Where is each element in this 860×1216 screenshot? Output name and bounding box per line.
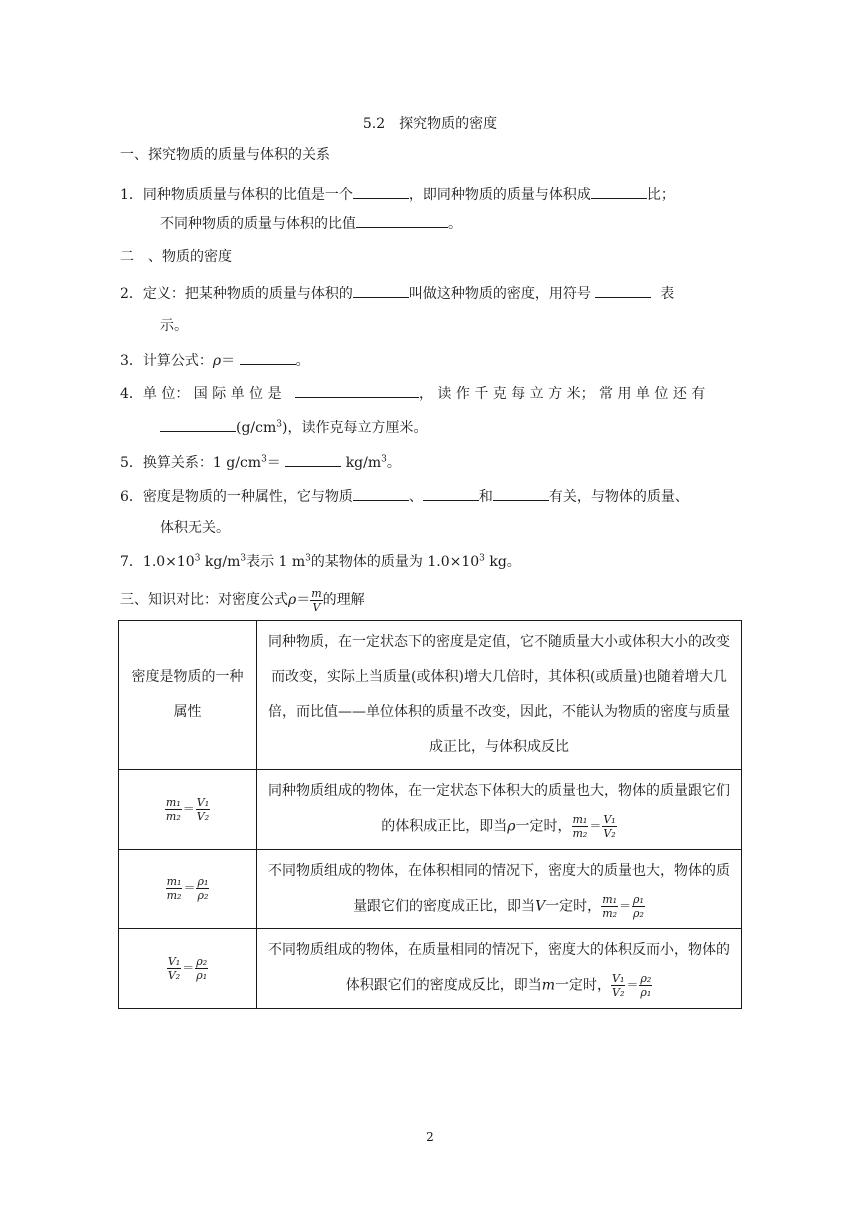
blank-common-unit <box>160 416 236 432</box>
table-row <box>119 770 742 850</box>
table-row <box>119 849 742 929</box>
item2-line1: 2．定义：把某种物质的质量与体积的 叫做这种物质的密度，用符号 表 <box>120 282 740 305</box>
row2-left: $\frac{\text{m₁}}{\text{m₂}}$ ＝ $\frac{\text{V₁}}{\text{V₂}}$ <box>119 770 257 850</box>
blank-factor-3 <box>493 485 549 501</box>
item3: 3．计算公式：ρ＝ 。 <box>120 349 740 372</box>
row4-right: 不同物质组成的物体，在质量相同的情况下，密度大的体积反而小，物体的体积跟它们的密度成反比，即当m一定时， $\frac{\text{V₁}}{\text{V₂}}$ ＝ $\frac{\text{ρ₂}}{\text{ρ₁}}$ <box>257 929 742 1009</box>
item4-line2: $(g/cm^3)$，读作克每立方厘米。 <box>160 416 740 439</box>
blank-factor-2 <box>423 485 479 501</box>
item1-line1: 1．同种物质质量与体积的比值是一个 ，即同种物质的质量与体积成 比； <box>120 183 740 206</box>
comparison-table <box>118 620 742 1009</box>
section2-heading: 二 、物质的密度 <box>120 249 232 265</box>
page-number: 2 <box>426 1130 434 1144</box>
page-title: 5.2 探究物质的密度 <box>362 116 498 132</box>
blank-ratio-constant <box>353 183 409 199</box>
blank-factor-1 <box>353 485 409 501</box>
section1-heading: 一、探究物质的质量与体积的关系 <box>120 147 330 163</box>
blank-ratio-different <box>356 212 448 228</box>
row3-left: $\frac{\text{m₁}}{\text{m₂}}$ ＝ $\frac{\text{ρ₁}}{\text{ρ₂}}$ <box>119 849 257 929</box>
blank-si-unit <box>295 382 419 398</box>
blank-proportion <box>591 183 647 199</box>
row3-right: 不同物质组成的物体，在体积相同的情况下，密度大的质量也大，物体的质量跟它们的密度成正比，即当V一定时， $\frac{\text{m₁}}{\text{m₂}}$ ＝ $\frac{\text{ρ₁}}{\text{ρ₂}}$ <box>257 849 742 929</box>
table-row <box>119 929 742 1009</box>
blank-definition <box>353 282 409 298</box>
item5: 5．换算关系：1 $g/cm^3= kg/m^3$。 <box>120 451 740 474</box>
table-row <box>119 621 742 770</box>
density-formula: $\frac{m}{V}$ <box>311 586 322 614</box>
section3-heading: 三、知识对比：对密度公式ρ＝ $\frac{m}{V}$ 的理解 <box>120 586 365 614</box>
item7: 7．$1.0\times 10^3$ $kg/m^3$表示 1 $m^3$的某物体的质量为 $1.0\times 10^3$ kg。 <box>120 553 521 570</box>
item1-line2: 不同种物质的质量与体积的比值 。 <box>160 212 740 235</box>
item6-line2: 体积无关。 <box>160 520 230 536</box>
item2-line2: 示。 <box>160 318 188 334</box>
item6-line1: 6．密度是物质的一种属性，它与物质 、 和 有关，与物体的质量、 <box>120 485 740 508</box>
blank-symbol <box>595 282 651 298</box>
item4-line1: 4．单 位： 国 际 单 位 是 ， 读 作 千 克 每 立 方 米； 常 用 单 位 还 有 <box>120 382 740 405</box>
blank-conversion <box>285 451 341 467</box>
row2-right: 同种物质组成的物体，在一定状态下体积大的质量也大，物体的质量跟它们的体积成正比，即当ρ一定时， $\frac{\text{m₁}}{\text{m₂}}$ ＝ $\frac{\text{V₁}}{\text{V₂}}$ <box>257 770 742 850</box>
row4-left: $\frac{\text{V₁}}{\text{V₂}}$ ＝ $\frac{\text{ρ₂}}{\text{ρ₁}}$ <box>119 929 257 1009</box>
row1-right: 同种物质，在一定状态下的密度是定值，它不随质量大小或体积大小的改变而改变，实际上当质量(或体积)增大几倍时，其体积(或质量)也随着增大几倍，而比值——单位体积的质量不改变，因此，不能认为物质的密度与质量成正比，与体积成反比 <box>257 621 742 770</box>
blank-formula <box>240 349 296 365</box>
row1-left: 密度是物质的一种属性 <box>119 621 257 770</box>
